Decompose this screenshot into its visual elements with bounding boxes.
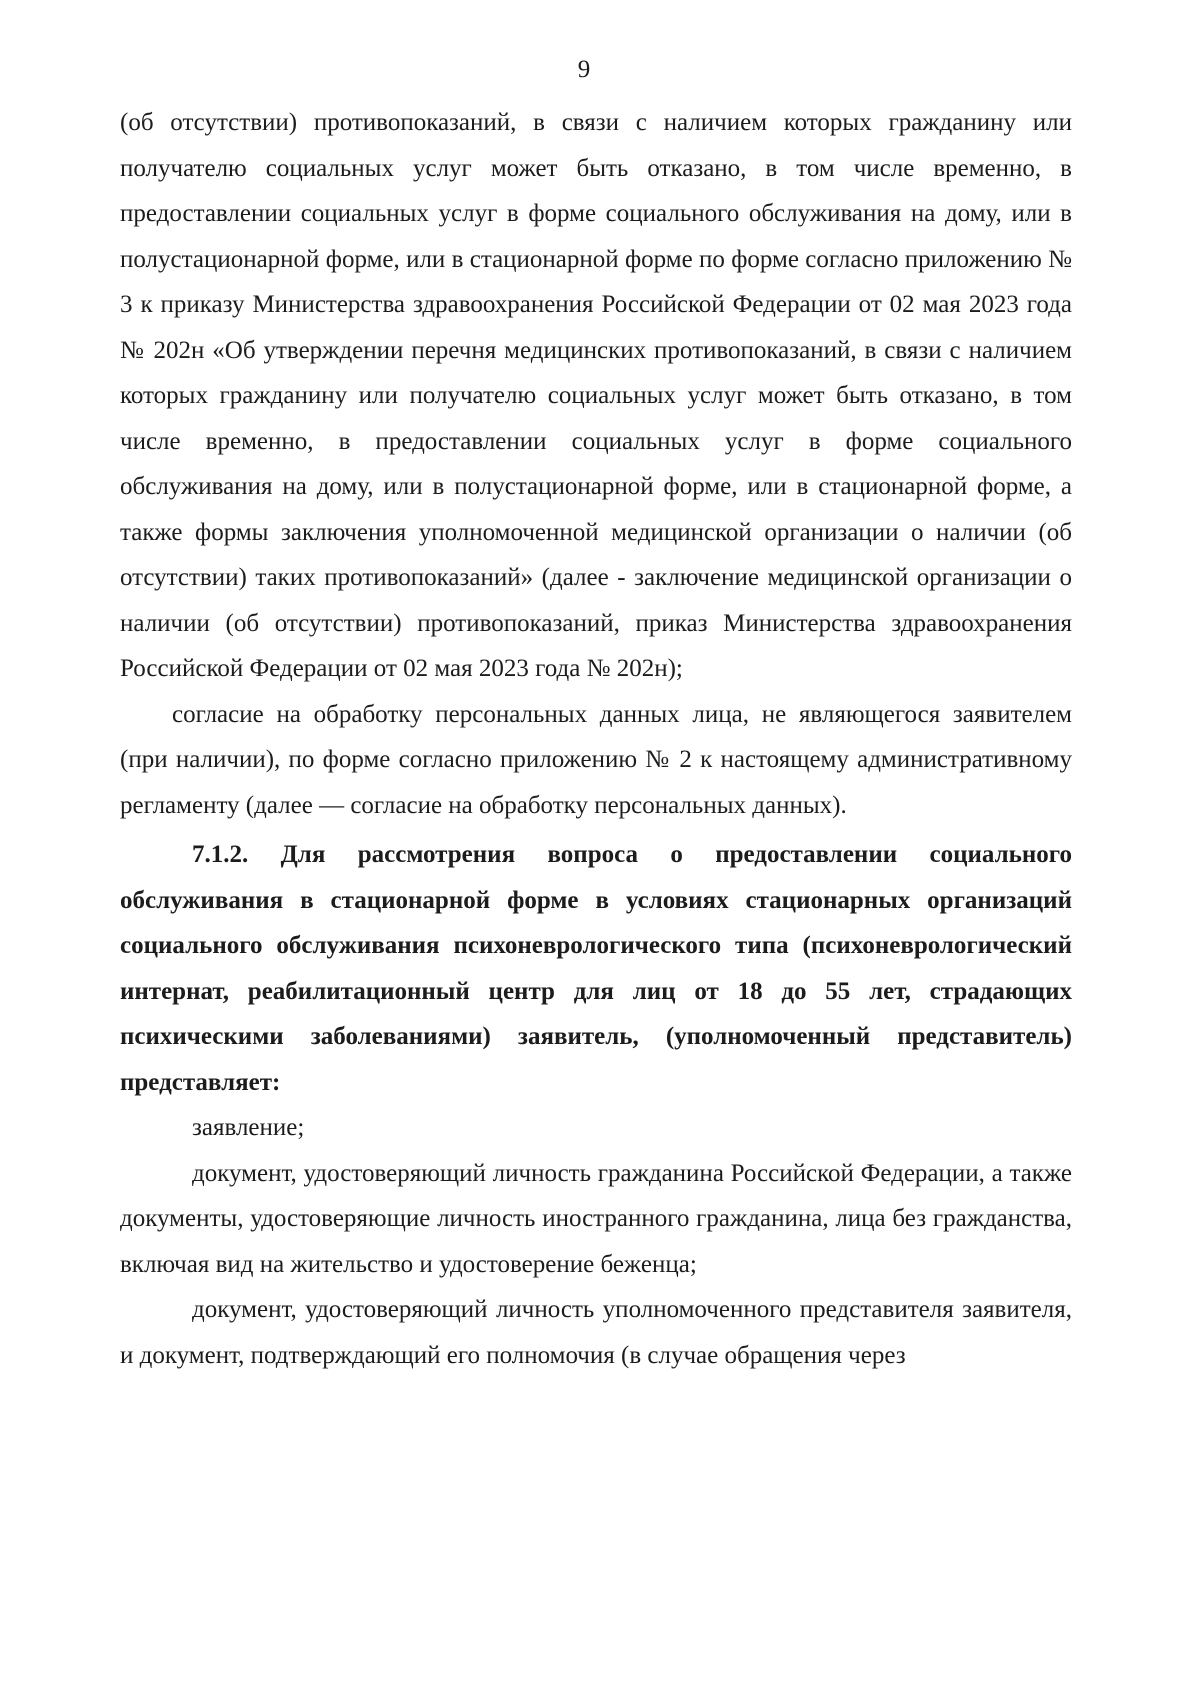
document-body: [120, 100, 1072, 1378]
paragraph-representative-document: документ, удостоверяющий личность уполномоченного представителя заявителя, и документ, подтверждающий его полномочия (в случае обращения через: [120, 1296, 1072, 1369]
page-number: 9: [577, 56, 591, 83]
paragraph-application: заявление;: [192, 1114, 305, 1141]
paragraph-section-7-1-2: 7.1.2. Для рассмотрения вопроса о предоставлении социального обслуживания в стационарной форме в условиях стационарных организаций социального обслуживания психоневрологического типа (психоневрологический интернат, реабилитационный центр для лиц от 18 до 55 лет, страдающих психическими заболеваниями) заявитель, (уполномоченный представитель) представляет:: [120, 841, 1072, 1096]
paragraph-identity-document: документ, удостоверяющий личность гражданина Российской Федерации, а также документы, удостоверяющие личность иностранного гражданина, лица без гражданства, включая вид на жительство и удостоверение беженца;: [120, 1159, 1072, 1278]
paragraph-personal-data-consent: согласие на обработку персональных данных лица, не являющегося заявителем (при наличии), по форме согласно приложению № 2 к настоящему административному регламенту (далее — согласие на обработку персональных данных).: [120, 700, 1072, 819]
paragraph-contraindications-conclusion: (об отсутствии) противопоказаний, в связи с наличием которых гражданину или получателю социальных услуг может быть отказано, в том числе временно, в предоставлении социальных услуг в форме социального обслуживания на дому, или в полустационарной форме, или в стационарной форме по форме согласно приложению № 3 к приказу Министерства здравоохранения Российской Федерации от 02 мая 2023 года № 202н «Об утверждении перечня медицинских противопоказаний, в связи с наличием которых гражданину или получателю социальных услуг может быть отказано, в том числе временно, в предоставлении социальных услуг в форме социального обслуживания на дому, или в полустационарной форме, или в стационарной форме, а также формы заключения уполномоченной медицинской организации о наличии (об отсутствии) таких противопоказаний» (далее - заключение медицинской организации о наличии (об отсутствии) противопоказаний, приказ Министерства здравоохранения Российской Федерации от 02 мая 2023 года № 202н);: [120, 109, 1072, 682]
